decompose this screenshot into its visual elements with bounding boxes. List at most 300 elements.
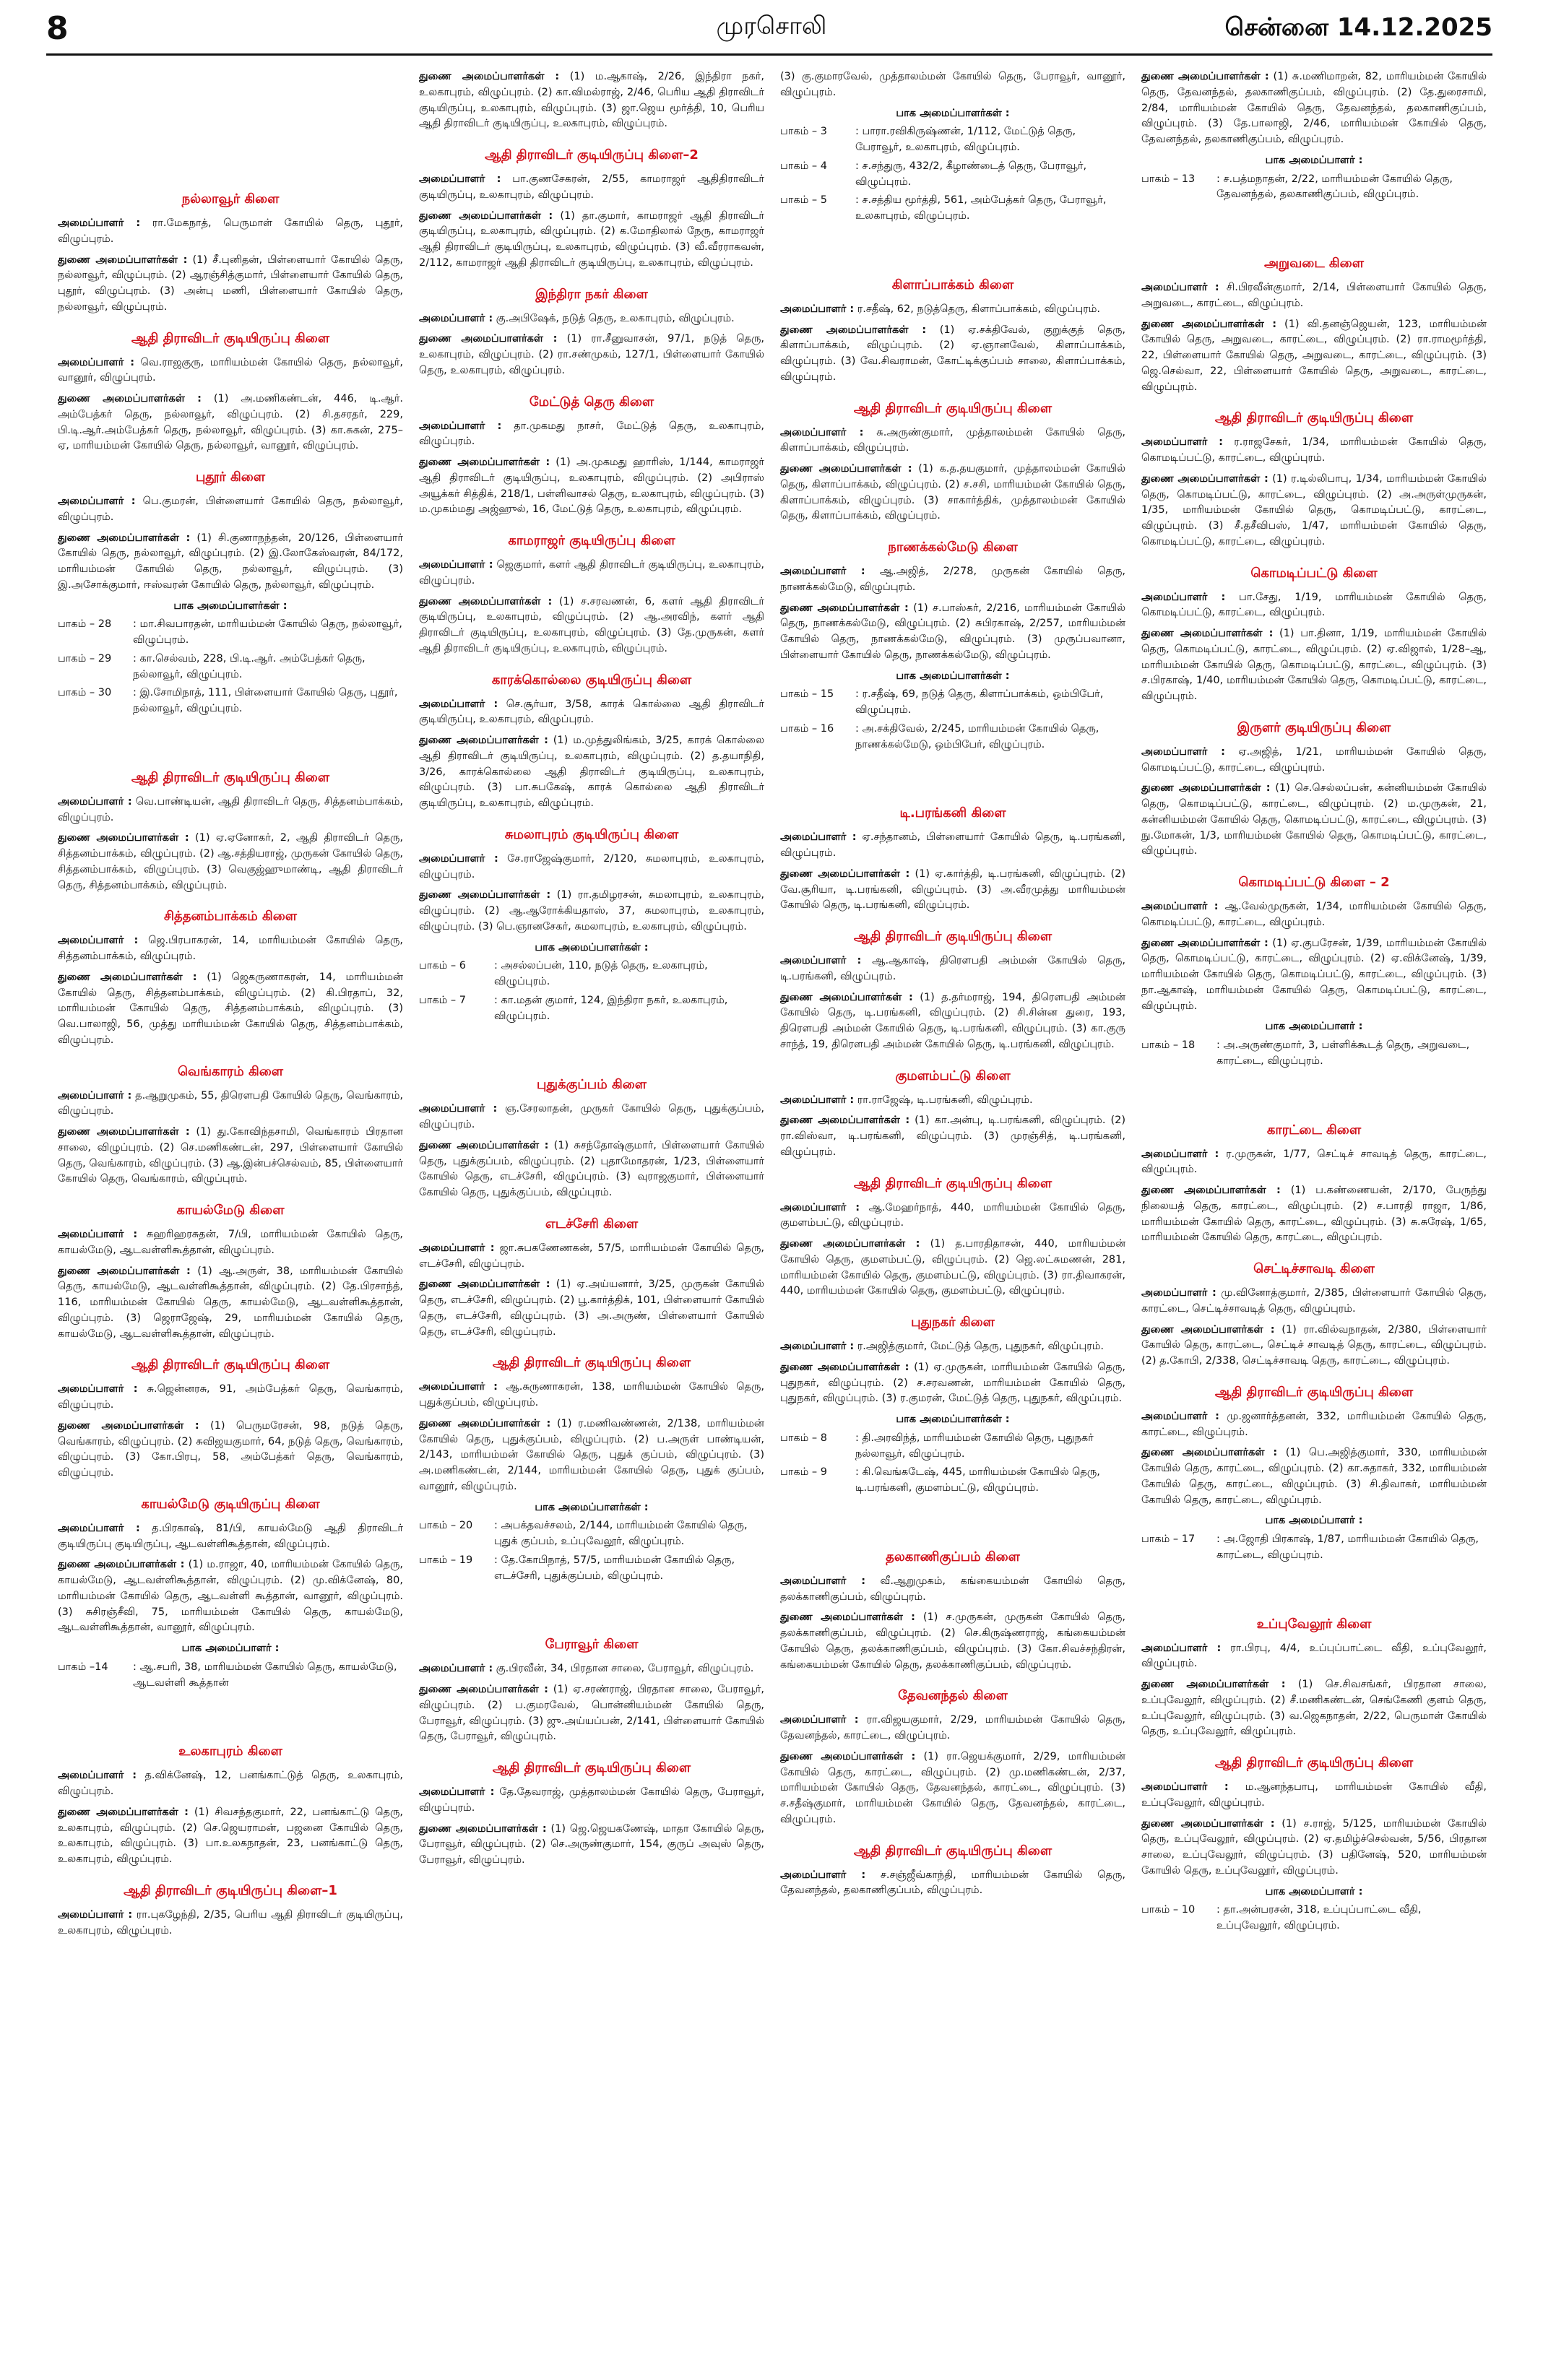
entry-text: கு.அபிஷேக், நடுத் தெரு, உலகாபுரம், விழுப்புரம். (496, 312, 735, 324)
office-bearer-entry (1141, 590, 1487, 622)
entry-text: (1) ம.ஆகாஷ், 2/26, இந்திரா நகர், உலகாபுரம், விழுப்புரம். (2) கா.விமல்ராஜ், 2/46, பெரிய ஆதி திராவிடர் குடியிருப்பு, உலகாபுரம், விழுப்புரம். (3) ஜா.ஜெய மூர்த்தி, 10, பெரிய ஆதி திராவிடர் குடியிருப்பு, உலகாபுரம், விழுப்புரம். (419, 71, 764, 130)
role-label: அமைப்பாளர் : (780, 1869, 866, 1881)
branch-heading: ஆதி திராவிடர் குடியிருப்பு கிளை (492, 1355, 691, 1371)
entry-text: தா.முகமது நாசர், மேட்டுத் தெரு, உலகாபுரம், விழுப்புரம். (419, 420, 764, 448)
booth-entry (419, 1518, 764, 1550)
office-bearer-entry (58, 1521, 403, 1553)
entry-text: சி.பிரவீன்குமார், 2/14, பிள்ளையார் கோயில் தெரு, அறுவடை, காரட்டை, விழுப்புரம். (1141, 282, 1487, 309)
branch-heading: பேராவூர் கிளை (545, 1637, 639, 1653)
entry-text: (1) கா.அன்பு, டி.பரங்கனி, விழுப்புரம். (2) ரா.விஸ்வா, டி.பரங்கனி, விழுப்புரம். (3) முரஞ்சித், டி.பரங்கனி, விழுப்புரம். (780, 1115, 1125, 1158)
branch-heading: இந்திரா நகர் கிளை (535, 286, 648, 302)
branch-heading: புதூர் கிளை (195, 469, 266, 485)
branch-heading: ஆதி திராவிடர் குடியிருப்பு கிளை (853, 1175, 1053, 1191)
office-bearer-entry (58, 1768, 403, 1800)
section-subheading: பாக அமைப்பாளர் : (1265, 154, 1363, 166)
role-label: துணை அமைப்பாளர்கள் : (419, 735, 548, 746)
role-label: துணை அமைப்பாளர்கள் : (1141, 71, 1269, 82)
branch-heading: எடச்சேரி கிளை (545, 1216, 639, 1232)
office-bearer-entry (58, 1908, 403, 1939)
office-bearer-entry (780, 1610, 1125, 1673)
office-bearer-entry (1141, 936, 1487, 1015)
office-bearer-entry (419, 1138, 764, 1201)
role-label: அமைப்பாளர் : (780, 1201, 860, 1213)
office-bearer-entry (1141, 1409, 1487, 1441)
section-subheading: பாக அமைப்பாளர் : (1265, 1885, 1363, 1897)
role-label: அமைப்பாளர் : (58, 217, 141, 229)
role-label: துணை அமைப்பாளர்கள் : (419, 1139, 549, 1151)
entry-text: ஆ.அஜித், 2/278, முருகன் கோயில் தெரு, நாணக்கல்மேடு, விழுப்புரம். (780, 566, 1125, 593)
office-bearer-entry (780, 601, 1125, 664)
section-subheading: பாக அமைப்பாளர்கள் : (896, 670, 1010, 682)
booth-details: : தா.அன்பரசன், 318, உப்புப்பாட்டை வீதி, உப்புவேலூர், விழுப்புரம். (1216, 1904, 1422, 1931)
branch-heading: உலகாபுரம் கிளை (178, 1744, 282, 1760)
role-label: அமைப்பாளர் : (58, 1229, 138, 1240)
role-label: அமைப்பாளர் : (780, 303, 855, 315)
entry-text: (1) ர.டில்லிபாபு, 1/34, மாரியம்மன் கோயில் தெரு, கொமடிப்பட்டு, காரட்டை, விழுப்புரம். (2) அ.அருள்முருகன், 1/35, மாரியம்மன் கோயில் தெரு, கொமடிப்பட்டு, காரட்டை, விழுப்புரம். (3) சீ.தசீவிபஸ், 1/47, மாரியம்மன் கோயில் தெரு, கொமடிப்பட்டு, காரட்டை, விழுப்புரம். (1141, 472, 1487, 548)
booth-details: : கா.மதன் குமார், 124, இந்திரா நகர், உலகாபுரம், விழுப்புரம். (494, 994, 728, 1022)
booth-details: : பாரா.ரவிகிருஷ்ணன், 1/112, மேட்டுத் தெரு, பேராவூர், உலகாபுரம், விழுப்புரம். (855, 126, 1076, 153)
entry-text: (1) ச.பாஸ்கர், 2/216, மாரியம்மன் கோயில் தெரு, நாணக்கல்மேடு, விழுப்புரம். (2) சுபிரகாஷ், 2/257, மாரியம்மன் கோயில் தெரு, நாணக்கல்மேடு, விழுப்புரம். (3) முருப்பவானா, பிள்ளையார் கோயில் தெரு, நாணக்கல்மேடு, விழுப்புரம். (780, 602, 1125, 661)
entry-text: த.பிரகாஷ், 81/பி, காயல்மேடு ஆதி திராவிடர் குடியிருப்பு குடியிருப்பு, ஆடவள்ளிகூத்தான், விழுப்புரம். (58, 1522, 403, 1550)
branch-heading: ஆதி திராவிடர் குடியிருப்பு கிளை (1214, 410, 1414, 426)
entry-text: (1) ரா.தமிழரசன், சுமலாபுரம், உலகாபுரம், விழுப்புரம். (2) ஆ.ஆரோக்கியதாஸ், 37, சுமலாபுரம், உலகாபுரம், விழுப்புரம். (3) பெ.ஞானசேகர், சுமலாபுரம், உலகாபுரம், விழுப்புரம். (419, 889, 764, 932)
booth-number: பாகம் – 10 (1141, 1904, 1196, 1916)
branch-heading: ஆதி திராவிடர் குடியிருப்பு கிளை (1214, 1755, 1414, 1770)
office-bearer-entry (58, 1089, 403, 1120)
entry-text: ர.சதீஷ், 62, நடுத்தெரு, கிளாப்பாக்கம், விழுப்புரம். (857, 303, 1101, 315)
role-label: அமைப்பாளர் : (58, 356, 135, 368)
booth-details: : தி.அரவிந்த், மாரியம்மன் கோயில் தெரு, புதுநகர் நல்லாவூர், விழுப்புரம். (855, 1432, 1094, 1460)
branch-heading: புதுநகர் கிளை (911, 1315, 995, 1330)
entry-text: (1) ஜெகருணாகரன், 14, மாரியம்மன் கோயில் தெரு, சித்தனம்பாக்கம், விழுப்புரம். (2) கி.பிரதாப், 32, மாரியம்மன் கோயில் தெரு, சித்தனம்பாக்கம், விழுப்புரம். (3) வெ.பாலாஜி, 56, முத்து மாரியம்மன் கோயில் தெரு, சித்தனம்பாக்கம், விழுப்புரம். (58, 971, 403, 1046)
office-bearer-entry (780, 323, 1125, 386)
branch-heading: குமளம்பட்டு கிளை (895, 1068, 1011, 1083)
role-label: துணை அமைப்பாளர்கள் : (419, 595, 553, 607)
role-label: அமைப்பாளர் : (419, 698, 498, 710)
role-label: துணை அமைப்பாளர்கள் : (780, 991, 913, 1003)
branch-heading: தேவனந்தல் கிளை (898, 1688, 1008, 1704)
role-label: அமைப்பாளர் : (780, 1714, 859, 1726)
section-subheading: பாக அமைப்பாளர் : (1265, 1021, 1363, 1033)
branch-heading: சுமலாபுரம் குடியிருப்பு கிளை (504, 826, 679, 842)
role-label: அமைப்பாளர் : (1141, 1287, 1216, 1299)
role-label: அமைப்பாளர் : (419, 1242, 495, 1254)
branch-heading: காரக்கொல்லை குடியிருப்பு கிளை (491, 672, 692, 688)
booth-details: : ச.பத்மநாதன், 2/22, மாரியம்மன் கோயில் தெரு, தேவனந்தல், தலகாணிகுப்பம், விழுப்புரம். (1216, 173, 1453, 201)
role-label: அமைப்பாளர் : (780, 426, 864, 438)
entry-text: (1) சு.மணிமாறன், 82, மாரியம்மன் கோயில் தெரு, தேவனந்தல், தலகாணிகுப்பம், விழுப்புரம். (2) தே.துரைசாமி, 2/84, மாரியம்மன் கோயில் தெரு, தேவனந்தல், தலகாணிகுப்பம், விழுப்புரம். (3) தே.பாலாஜி, 2/46, மாரியம்மன் கோயில் தெரு, தேவனந்தல், தலகாணிகுப்பம், விழுப்புரம். (1141, 71, 1487, 145)
entry-text: வீ.ஆறுமுகம், கங்கையம்மன் கோயில் தெரு, தலக்காணிகுப்பம், விழுப்புரம். (780, 1575, 1125, 1603)
entry-text: பா.சேது, 1/19, மாரியம்மன் கோயில் தெரு, கொமடிப்பட்டு, காரட்டை, விழுப்புரம். (1141, 591, 1487, 619)
entry-text: ஆ.சுருணாகரன், 138, மாரியம்மன் கோயில் தெரு, புதுக்குப்பம், விழுப்புரம். (419, 1381, 764, 1408)
entry-text: (1) சி.குணாநந்தன், 20/126, பிள்ளையார் கோயில் தெரு, நல்லாவூர், விழுப்புரம். (2) இ.லோகேஸ்வரன், 84/172, மாரியம்மன் கோயில் தெரு, நல்லாவூர், விழுப்புரம். (3) இ.அசோக்குமார், ஈஸ்வரன் கோயில் தெரு, நல்லாவூர், விழுப்புரம். (58, 532, 403, 591)
role-label: துணை அமைப்பாளர்கள் : (58, 1559, 185, 1571)
office-bearer-entry (419, 594, 764, 657)
entry-text: (1) தா.குமார், காமராஜர் ஆதி திராவிடர் குடியிருப்பு, உலகாபுரம், விழுப்புரம். (2) க.மோதிலால் நேரு, காமராஜர் ஆதி திராவிடர் குடியிருப்பு, உலகாபுரம், விழுப்புரம். (3) வீ.வீரராகவன், 2/112, காமராஜர் ஆதி திராவிடர் குடியிருப்பு, உலகாபுரம், விழுப்புரம். (419, 209, 764, 269)
entry-text: சுஹரிஹரசுதன், 7/பி, மாரியம்மன் கோயில் தெரு, காயல்மேடு, ஆடவள்ளிகூத்தான், விழுப்புரம். (58, 1229, 403, 1256)
section-subheading: பாக அமைப்பாளர் : (1265, 1515, 1363, 1527)
branch-heading: ஆதி திராவிடர் குடியிருப்பு கிளை (1214, 1384, 1414, 1400)
branch-heading: அறுவடை கிளை (1264, 256, 1364, 271)
booth-details: : மா.சிவபாரதன், மாரியம்மன் கோயில் தெரு, நல்லாவூர், விழுப்புரம். (133, 618, 402, 646)
dateline: சென்னை 14.12.2025 (1224, 13, 1492, 42)
entry-text: (1) அ.மணிகண்டன், 446, டி.ஆர். அம்பேத்கர் தெரு, நல்லாவூர், விழுப்புரம். (2) சி.தசரதர், 229, பி.டி.ஆர்.அம்பேத்கர் தெரு, நல்லாவூர், விழுப்புரம். (3) கா.சுகன், 275–ஏ, மாரியம்மன் கோயில் தெரு, நல்லாவூர், வானூர், விழுப்புரம். (58, 393, 403, 452)
entry-text: (1) வி.தனஞ்ஜெயன், 123, மாரியம்மன் கோயில் தெரு, அறுவடை, காரட்டை, விழுப்புரம். (2) ரா.ராமமூர்த்தி, 22, பிள்ளையார் கோயில் தெரு, அறுவடை, காரட்டை, விழுப்புரம். (3) ஜெ.செல்வா, 22, பிள்ளையார் கோயில் தெரு, அறுவடை, காரட்டை, விழுப்புரம். (1141, 318, 1487, 393)
office-bearer-entry (780, 1574, 1125, 1606)
entry-text: (1) ஏ.சரண்ராஜ், பிரதான சாலை, பேராவூர், விழுப்புரம். (2) ப.குமரவேல், பொன்னியம்மன் கோயில் தெரு, பேராவூர், விழுப்புரம். (3) ஜு.அய்யப்பன், 2/141, பிள்ளையார் கோயில் தெரு, பேராவூர், விழுப்புரம். (419, 1684, 764, 1743)
office-bearer-entry (780, 1339, 1125, 1355)
entry-text: ரா.மேகநாத், பெருமாள் கோயில் தெரு, புதூர், விழுப்புரம். (58, 217, 403, 245)
role-label: அமைப்பாளர் : (58, 1770, 137, 1782)
role-label: அமைப்பாளர் : (1141, 282, 1219, 293)
office-bearer-entry (58, 1557, 403, 1636)
entry-text: (1) சிவசந்தகுமார், 22, பனங்காட்டு தெரு, உலகாபுரம், விழுப்புரம். (2) செ.ஜெயராமன், பஜனை கோயில் தெரு, உலகாபுரம், விழுப்புரம். (3) பா.உலகநாதன், 23, பனங்காட்டு தெரு, உலகாபுரம், விழுப்புரம். (58, 1806, 403, 1865)
role-label: துணை அமைப்பாளர்கள் : (419, 889, 551, 901)
branch-heading: காயல்மேடு குடியிருப்பு கிளை (141, 1496, 320, 1512)
branch-heading: கிளாப்பாக்கம் கிளை (891, 277, 1014, 293)
office-bearer-entry (58, 1805, 403, 1868)
entry-text: (1) ஏ.கார்த்தி, டி.பரங்கனி, விழுப்புரம். (2) வே.சூரியா, டி.பரங்கனி, விழுப்புரம். (3) அ.வீரமுத்து மாரியம்மன் கோயில் தெரு, டி.பரங்கனி, விழுப்புரம். (780, 867, 1125, 912)
booth-number: பாகம் – 6 (419, 960, 467, 972)
entry-text: வெ.பாண்டியன், ஆதி திராவிடர் தெரு, சித்தனம்பாக்கம், விழுப்புரம். (58, 795, 403, 823)
entry-text: (1) ரா.வில்வநாதன், 2/380, பிள்ளையார் கோயில் தெரு, காரட்டை, செட்டிச் சாவடித் தெரு, காரட்டை, விழுப்புரம். (2) த.கோபி, 2/338, செட்டிச்சாவடி தெரு, காரட்டை, விழுப்புரம். (1141, 1323, 1487, 1367)
booth-number: பாகம் – 4 (780, 160, 828, 172)
office-bearer-entry (58, 1264, 403, 1343)
role-label: அமைப்பாளர் : (1141, 1410, 1219, 1422)
booth-number: பாகம் – 20 (419, 1520, 473, 1532)
branch-heading: உப்புவேலூர் கிளை (1256, 1616, 1372, 1632)
entry-text: (1) ப.கண்ணையன், 2/170, பேருந்து நிலையத் தெரு, காரட்டை, விழுப்புரம். (2) ச.பாரதி ராஜா, 1/86, மாரியம்மன் கோயில் தெரு, காரட்டை, விழுப்புரம். (3) சு.சுரேஷ், 1/65, மாரியம்மன் கோயில் தெரு, காரட்டை, விழுப்புரம். (1141, 1185, 1487, 1244)
booth-number: பாகம் – 28 (58, 618, 112, 631)
entry-text: ர.முருகன், 1/77, செட்டிச் சாவடித் தெரு, காரட்டை, விழுப்புரம். (1141, 1148, 1487, 1176)
branch-heading: ஆதி திராவிடர் குடியிருப்பு கிளை (131, 1357, 330, 1373)
entry-text: (1) ரா.சீனுவாசன், 97/1, நடுத் தெரு, உலகாபுரம், விழுப்புரம். (2) ரா.சண்முகம், 127/1, பிள்ளையார் கோயில் தெரு, உலகாபுரம், விழுப்புரம். (419, 333, 764, 376)
newspaper-title: முரசொலி (716, 12, 827, 40)
role-label: அமைப்பாளர் : (58, 795, 132, 808)
booth-entry (1141, 1532, 1487, 1564)
entry-text: ரா.விஜயகுமார், 2/29, மாரியம்மன் கோயில் தெரு, தேவனந்தல், காரட்டை, விழுப்புரம். (780, 1714, 1125, 1741)
entry-text: (1) ச.ராஜ், 5/125, மாரியம்மன் கோயில் தெரு, உப்புவேலூர், விழுப்புரம். (2) ஏ.தமிழ்ச்செல்வன், 5/56, பிரதான சாலை, உப்புவேலூர், விழுப்புரம். (3) பதினேஷ், 520, மாரியம்மன் கோயில் தெரு, உப்புவேலூர், விழுப்புரம். (1141, 1817, 1487, 1877)
branch-heading: டி.பரங்கனி கிளை (899, 805, 1006, 821)
office-bearer-entry (1141, 1445, 1487, 1508)
booth-entry (780, 687, 1125, 719)
office-bearer-entry (780, 564, 1125, 596)
role-label: துணை அமைப்பாளர்கள் : (1141, 318, 1277, 330)
entry-text: (1) ஏ.சக்திவேல், குறுக்குத் தெரு, கிளாப்பாக்கம், விழுப்புரம். (2) ஏ.ஞானவேல், கிளாப்பாக்கம், விழுப்புரம். (3) வே.சிவராமன், கோட்டிக்குப்பம் சாலை, கிளாப்பாக்கம், விழுப்புரம். (780, 324, 1125, 383)
office-bearer-entry (1141, 626, 1487, 705)
entry-text: (1) ரா.ஜெயக்குமார், 2/29, மாரியம்மன் கோயில் தெரு, காரட்டை, விழுப்புரம். (2) மு.மணிகண்டன், 2/37, மாரியம்மன் கோயில் தெரு, தேவனந்தல், காரட்டை, விழுப்புரம். (3) ச.சதீஷ்குமார், மாரியம்மன் கோயில் தெரு, தேவனந்தல், காரட்டை, விழுப்புரம். (780, 1750, 1125, 1825)
booth-details: : ச.சந்துரு, 432/2, கீழாண்டைத் தெரு, பேராவூர், விழுப்புரம். (855, 160, 1087, 188)
office-bearer-entry (58, 253, 403, 316)
office-bearer-entry (419, 311, 764, 327)
booth-number: பாகம் – 29 (58, 652, 112, 665)
office-bearer-entry (780, 1713, 1125, 1744)
entry-text: ஜா.சுபகணேணகன், 57/5, மாரியம்மன் கோயில் தெரு, எடச்சேரி, விழுப்புரம். (419, 1242, 764, 1270)
branch-heading: காமராஜர் குடியிருப்பு கிளை (508, 533, 675, 548)
role-label: அமைப்பாளர் : (1141, 1781, 1229, 1793)
office-bearer-entry (58, 1125, 403, 1187)
entry-text: (1) சீ.புனிதன், பிள்ளையார் கோயில் தெரு, நல்லாவூர், விழுப்புரம். (2) ஆரஞ்சித்குமார், பிள்ளையார் கோயில் தெரு, புதூர், விழுப்புரம். (3) அன்பு மணி, பிள்ளையார் கோயில் தெரு, நல்லாவூர், விழுப்புரம். (58, 254, 403, 313)
office-bearer-entry (780, 1360, 1125, 1407)
role-label: துணை அமைப்பாளர்கள் : (780, 1361, 909, 1373)
branch-heading: செட்டிச்சாவடி கிளை (1253, 1261, 1375, 1276)
booth-number: பாகம் – 16 (780, 722, 834, 735)
entry-text: ரா.ராஜேஷ், டி.பரங்கனி, விழுப்புரம். (857, 1094, 1033, 1106)
booth-number: பாகம் – 18 (1141, 1039, 1196, 1051)
booth-details: : அபக்தவச்சலம், 2/144, மாரியம்மன் கோயில் தெரு, புதுக் குப்பம், உப்புவேலூர், விழுப்புரம். (494, 1520, 748, 1547)
office-bearer-entry (780, 1749, 1125, 1828)
branch-heading: கொமடிப்பட்டு கிளை (1250, 565, 1378, 581)
office-bearer-entry (419, 733, 764, 812)
role-label: அமைப்பாளர் : (419, 420, 502, 432)
office-bearer-entry (419, 1822, 764, 1869)
role-label: அமைப்பாளர் : (780, 1341, 855, 1352)
branch-heading: ஆதி திராவிடர் குடியிருப்பு கிளை (131, 330, 330, 346)
role-label: துணை அமைப்பாளர்கள் : (780, 1611, 915, 1624)
role-label: அமைப்பாளர் : (1141, 901, 1219, 912)
section-subheading: பாக அமைப்பாளர்கள் : (535, 1501, 649, 1513)
entry-text: சு.அருண்குமார், முத்தாலம்மன் கோயில் தெரு, கிளாப்பாக்கம், விழுப்புரம். (780, 426, 1125, 454)
role-label: துணை அமைப்பாளர்கள் : (419, 333, 558, 345)
role-label: துணை அமைப்பாளர்கள் : (1141, 1447, 1278, 1459)
entry-text: (1) த.தர்மராஜ், 194, திரௌபதி அம்மன் கோயில் தெரு, டி.பரங்கனி, விழுப்புரம். (2) சி.சின்ன துரை, 193, திரௌபதி அம்மன் கோயில் தெரு, டி.பரங்கனி, விழுப்புரம். (3) கா.குரு சாந்த், 19, திரௌபதி அம்மன் கோயில் தெரு, டி.பரங்கனி, விழுப்புரம். (780, 991, 1125, 1050)
office-bearer-entry (1141, 899, 1487, 931)
role-label: அமைப்பாளர் : (419, 559, 493, 571)
role-label: துணை அமைப்பாளர்கள் : (1141, 1323, 1275, 1336)
booth-entry (1141, 1903, 1487, 1934)
role-label: அமைப்பாளர் : (58, 1908, 133, 1921)
branch-heading: ஆதி திராவிடர் குடியிருப்பு கிளை–2 (485, 147, 699, 163)
page-number: 8 (46, 10, 69, 47)
role-label: துணை அமைப்பாளர்கள் : (780, 602, 909, 614)
booth-number: பாகம் – 13 (1141, 173, 1196, 185)
role-label: துணை அமைப்பாளர்கள் : (58, 1806, 189, 1818)
office-bearer-entry (1141, 1780, 1487, 1812)
booth-details: : அ.அருண்குமார், 3, பள்ளிக்கூடத் தெரு, அறுவடை, காரட்டை, விழுப்புரம். (1216, 1039, 1470, 1067)
section-subheading: பாக அமைப்பாளர்கள் : (896, 1414, 1010, 1425)
entry-text: ர.அஜித்குமார், மேட்டுத் தெரு, புதுநகர், விழுப்புரம். (857, 1341, 1104, 1352)
entry-text: பெ.குமரன், பிள்ளையார் கோயில் தெரு, நல்லாவூர், விழுப்புரம். (58, 496, 403, 523)
role-label: அமைப்பாளர் : (1141, 436, 1223, 449)
office-bearer-entry (1141, 781, 1487, 860)
office-bearer-entry (419, 558, 764, 589)
office-bearer-entry (58, 531, 403, 594)
booth-details: : ர.சதீஷ், 69, நடுத் தெரு, கிளாப்பாக்கம், ஒம்பிபேர், விழுப்புரம். (855, 688, 1104, 716)
branch-heading: நல்லாவூர் கிளை (181, 191, 280, 207)
entry-text: ரா.பிரபு, 4/4, உப்புப்பாட்டை வீதி, உப்புவேலூர், விழுப்புரம். (1141, 1642, 1487, 1670)
booth-entry (780, 159, 1125, 191)
role-label: துணை அமைப்பாளர்கள் : (58, 832, 189, 844)
entry-text: (1) ர.மணிவண்ணன், 2/138, மாரியம்மன் கோயில் தெரு, புதுக்குப்பம், விழுப்புரம். (2) ப.அருள் பாண்டியன், 2/143, மாரியம்மன் கோயில் தெரு, புதுக் குப்பம், விழுப்புரம். (3) அ.மணிகண்டன், 2/144, மாரியம்மன் கோயில் தெரு, புதுக் குப்பம், வானூர், விழுப்புரம். (419, 1417, 764, 1492)
role-label: அமைப்பாளர் : (419, 1663, 493, 1675)
office-bearer-entry (419, 888, 764, 935)
entry-text: ஏ.சந்தானம், பிள்ளையார் கோயில் தெரு, டி.பரங்கனி, விழுப்புரம். (780, 831, 1125, 859)
office-bearer-entry (1141, 1323, 1487, 1369)
office-bearer-entry (419, 455, 764, 518)
office-bearer-entry (419, 172, 764, 204)
office-bearer-entry (780, 1868, 1125, 1900)
office-bearer-entry (419, 1682, 764, 1745)
office-bearer-entry (780, 990, 1125, 1053)
entry-text: (1) ம.ராஜா, 40, மாரியம்மன் கோயில் தெரு, காயல்மேடு, ஆடவள்ளிகூத்தான், விழுப்புரம். (2) மு.விக்னேஷ், 80, மாரியம்மன் கோயில் தெரு, ஆடவள்ளி கூத்தான், வானூர், விழுப்புரம். (3) சுசிரஞ்சீவி, 75, மாரியம்மன் கோயில் தெரு, காயல்மேடு, ஆடவள்ளிகூத்தான், வானூர், விழுப்புரம். (58, 1559, 403, 1634)
office-bearer-entry (780, 462, 1125, 524)
booth-entry (58, 617, 403, 649)
booth-number: பாகம் – 3 (780, 126, 828, 138)
office-bearer-entry (780, 867, 1125, 914)
office-bearer-entry (419, 1785, 764, 1817)
office-bearer-entry (1141, 745, 1487, 776)
office-bearer-entry (58, 1227, 403, 1259)
entry-text: (1) அ.முகமது ஹாரிஸ், 1/144, காமராஜர் ஆதி திராவிடர் குடியிருப்பு, உலகாபுரம், விழுப்புரம். (2) அபிராஸ் அயூக்கர் சித்திக், 218/1, பள்ளிவாசல் தெரு, உலகாபுரம், விழுப்புரம். (3) ம.முகம்மது அஜ்ஹுல், 16, மேட்டுத் தெரு, உலகாபுரம், விழுப்புரம். (419, 456, 764, 516)
role-label: துணை அமைப்பாளர்கள் : (58, 971, 197, 983)
office-bearer-entry (780, 1093, 1125, 1109)
branch-heading: தலகாணிகுப்பம் கிளை (886, 1549, 1020, 1565)
role-label: துணை அமைப்பாளர்கள் : (58, 254, 188, 266)
entry-text: (1) ஆ.அருள், 38, மாரியம்மன் கோயில் தெரு, காயல்மேடு, ஆடவள்ளிகூத்தான், விழுப்புரம். (2) தே.பிரசாந்த், 116, மாரியம்மன் கோயில் தெரு, காயல்மேடு, ஆடவள்ளிகூத்தான், விழுப்புரம். (3) ஜெராஜேஷ், 29, மாரியம்மன் கோயில் தெரு, காயல்மேடு, ஆடவள்ளிகூத்தான், விழுப்புரம். (58, 1265, 403, 1340)
role-label: துணை அமைப்பாளர்கள் : (419, 1684, 548, 1695)
role-label: துணை அமைப்பாளர்கள் : (780, 1115, 910, 1127)
booth-entry (780, 722, 1125, 753)
entry-text: (1) து.கோவிந்தசாமி, வெங்காரம் பிரதான சாலை, விழுப்புரம். (2) செ.மணிகண்டன், 297, பிள்ளையார் கோயில் தெரு, வெங்காரம், விழுப்புரம். (3) ஆ.இன்பச்செல்வம், 85, பிள்ளையார் கோயில் தெரு, வெங்காரம், விழுப்புரம். (58, 1126, 403, 1185)
office-bearer-entry (1141, 1817, 1487, 1879)
branch-heading: மேட்டுத் தெரு கிளை (529, 394, 654, 410)
role-label: துணை அமைப்பாளர்கள் : (780, 463, 912, 475)
branch-heading: ஆதி திராவிடர் குடியிருப்பு கிளை (131, 769, 330, 785)
booth-entry (780, 124, 1125, 156)
branch-heading: கொமடிப்பட்டு கிளை – 2 (1238, 875, 1390, 890)
office-bearer-entry (58, 795, 403, 826)
booth-details: : ச.சத்திய மூர்த்தி, 561, அம்பேத்கர் தெரு, பேராவூர், உலகாபுரம், விழுப்புரம். (855, 194, 1107, 222)
entry-text: தே.தேவராஜ், முத்தாலம்மன் கோயில் தெரு, பேராவூர், விழுப்புரம். (419, 1786, 764, 1814)
booth-number: பாகம் – 17 (1141, 1533, 1196, 1545)
entry-text: ஆ.மேஹர்நாத், 440, மாரியம்மன் கோயில் தெரு, குமளம்பட்டு, விழுப்புரம். (780, 1201, 1125, 1229)
branch-heading: ஆதி திராவிடர் குடியிருப்பு கிளை (853, 400, 1053, 416)
booth-entry (419, 993, 764, 1025)
entry-text: (1) ஏ.ஏனோகர், 2, ஆதி திராவிடர் தெரு, சித்தனம்பாக்கம், விழுப்புரம். (2) ஆ.சத்தியராஜ், முருகன் கோயில் தெரு, சித்தனம்பாக்கம், விழுப்புரம். (3) வெகுஜ்ஹுமாண்டி, ஆதி திராவிடர் தெரு, சித்தனம்பாக்கம், விழுப்புரம். (58, 832, 403, 891)
office-bearer-entry (419, 69, 764, 132)
role-label: அமைப்பாளர் : (419, 852, 498, 865)
role-label: துணை அமைப்பாளர்கள் : (58, 1419, 199, 1432)
entry-text: வெ.ராஜகுரு, மாரியம்மன் கோயில் தெரு, நல்லாவூர், வானூர், விழுப்புரம். (58, 356, 403, 384)
entry-text: ஏ.அஜித், 1/21, மாரியம்மன் கோயில் தெரு, கொமடிப்பட்டு, காரட்டை, விழுப்புரம். (1141, 745, 1487, 774)
role-label: துணை அமைப்பாளர்கள் : (419, 1417, 551, 1429)
entry-text: ச.சஞ்ஜீவ்காந்தி, மாரியம்மன் கோயில் தெரு, தேவனந்தல், தலகாணிகுப்பம், விழுப்புரம். (780, 1869, 1125, 1897)
role-label: அமைப்பாளர் : (1141, 745, 1225, 758)
booth-entry (58, 685, 403, 717)
booth-number: பாகம் –14 (58, 1661, 108, 1673)
booth-entry (58, 652, 403, 683)
role-label: அமைப்பாளர் : (780, 955, 862, 966)
role-label: அமைப்பாளர் : (780, 566, 865, 577)
booth-entry (419, 1553, 764, 1585)
office-bearer-entry (58, 1419, 403, 1481)
section-subheading: பாக அமைப்பாளர் : (181, 1643, 280, 1654)
entry-text: சே.ராஜேஷ்குமார், 2/120, சுமலாபுரம், உலகாபுரம், விழுப்புரம். (419, 852, 764, 880)
entry-text: (3) கு.குமாரவேல், முத்தாலம்மன் கோயில் தெரு, பேராவூர், வானூர், விழுப்புரம். (780, 71, 1125, 98)
booth-entry (780, 193, 1125, 225)
office-bearer-entry (1141, 1183, 1487, 1246)
role-label: அமைப்பாளர் : (58, 935, 139, 947)
role-label: துணை அமைப்பாளர்கள் : (1141, 1185, 1281, 1196)
entry-text: (1) ம.முத்துலிங்கம், 3/25, காரக் கொல்லை ஆதி திராவிடர் குடியிருப்பு, உலகாபுரம், விழுப்புரம். (2) த.தயாநிதி, 3/26, காரக்கொல்லை ஆதி திராவிடர் குடியிருப்பு, உலகாபுரம், விழுப்புரம். (3) பா.சுபகேஷ், காரக் கொல்லை ஆதி திராவிடர் குடியிருப்பு, உலகாபுரம், விழுப்புரம். (419, 735, 764, 809)
booth-entry (780, 1431, 1125, 1463)
booth-entry (780, 1465, 1125, 1497)
office-bearer-entry (58, 970, 403, 1049)
office-bearer-entry (1141, 1147, 1487, 1179)
entry-text: ரா.புகழேந்தி, 2/35, பெரிய ஆதி திராவிடர் குடியிருப்பு, உலகாபுரம், விழுப்புரம். (58, 1908, 403, 1937)
office-bearer-entry (1141, 472, 1487, 550)
top-spacer (58, 69, 403, 176)
masthead-rule (46, 53, 1492, 56)
booth-number: பாகம் – 7 (419, 994, 467, 1006)
booth-details: : ஆ.சபரி, 38, மாரியம்மன் கோயில் தெரு, காயல்மேடு, ஆடவள்ளி கூத்தான் (133, 1661, 397, 1689)
booth-number: பாகம் – 19 (419, 1554, 473, 1566)
branch-heading: காயல்மேடு கிளை (176, 1203, 285, 1218)
booth-number: பாகம் – 5 (780, 194, 828, 207)
role-label: துணை அமைப்பாளர்கள் : (58, 1126, 190, 1138)
booth-details: : அசல்லப்பன், 110, நடுத் தெரு, உலகாபுரம், விழுப்புரம். (494, 960, 708, 987)
booth-number: பாகம் – 15 (780, 688, 834, 701)
column-3 (780, 69, 1125, 2359)
entry-text: கு.பிரவீன், 34, பிரதான சாலை, பேராவூர், விழுப்புரம். (496, 1663, 754, 1675)
office-bearer-entry (58, 391, 403, 454)
entry-text: ஞ.சேரலாதன், முருகர் கோயில் தெரு, புதுக்குப்பம், விழுப்புரம். (419, 1103, 764, 1130)
office-bearer-entry (780, 1237, 1125, 1299)
role-label: அமைப்பாளர் : (58, 1089, 132, 1102)
role-label: அமைப்பாளர் : (1141, 1148, 1219, 1160)
office-bearer-entry (58, 1382, 403, 1414)
office-bearer-entry (780, 830, 1125, 862)
entry-text: (1) ஜெ.ஜெயகணேஷ், மாதா கோயில் தெரு, பேராவூர், விழுப்புரம். (2) செ.அருண்குமார், 154, குருப் அவுஸ் தெரு, பேராவூர், விழுப்புரம். (419, 1822, 764, 1866)
office-bearer-entry (419, 1416, 764, 1495)
office-bearer-entry (780, 302, 1125, 318)
role-label: அமைப்பாளர் : (419, 1103, 498, 1115)
booth-details: : இ.சோமிநாத், 111, பிள்ளையார் கோயில் தெரு, புதூர், நல்லாவூர், விழுப்புரம். (133, 687, 398, 714)
column-4 (1141, 69, 1487, 2359)
entry-text: சு.ஜென்னரசு, 91, அம்பேத்கர் தெரு, வெங்காரம், விழுப்புரம். (58, 1383, 403, 1411)
booth-entry (58, 1660, 403, 1692)
branch-heading: புதுக்குப்பம் கிளை (537, 1077, 647, 1093)
role-label: அமைப்பாளர் : (419, 1786, 495, 1798)
office-bearer-entry (419, 1241, 764, 1273)
role-label: துணை அமைப்பாளர்கள் : (419, 456, 550, 468)
branch-heading: ஆதி திராவிடர் குடியிருப்பு கிளை (853, 1843, 1053, 1858)
entry-text: (1) ஏ.அய்யனார், 3/25, முருகன் கோயில் தெரு, எடச்சேரி, விழுப்புரம். (2) பூ.கார்த்திக், 101, பிள்ளையார் கோயில் தெரு, எடச்சேரி, விழுப்புரம். (3) அ.அருண், பிள்ளையார் கோயில் தெரு, எடச்சேரி, விழுப்புரம். (419, 1278, 764, 1338)
entry-text: த.ஆறுமுகம், 55, திரௌபதி கோயில் தெரு, வெங்காரம், விழுப்புரம். (58, 1089, 403, 1117)
role-label: துணை அமைப்பாளர்கள் : (1141, 782, 1271, 795)
role-label: துணை அமைப்பாளர்கள் : (1141, 937, 1268, 949)
branch-heading: இருளர் குடியிருப்பு கிளை (1237, 719, 1391, 735)
booth-details: : கா.செல்வம், 228, பி.டி.ஆர். அம்பேத்கர் தெரு, நல்லாவூர், விழுப்புரம். (133, 652, 366, 680)
booth-number: பாகம் – 30 (58, 687, 112, 699)
branch-heading: காரட்டை கிளை (1266, 1122, 1362, 1138)
office-bearer-entry (58, 933, 403, 965)
entry-text: ஆ.ஆகாஷ், திரௌபதி அம்மன் கோயில் தெரு, டி.பரங்கனி, விழுப்புரம். (780, 955, 1125, 982)
role-label: அமைப்பாளர் : (58, 496, 136, 507)
office-bearer-entry (1141, 1286, 1487, 1317)
booth-entry (419, 959, 764, 990)
office-bearer-entry (419, 419, 764, 451)
entry-text: (1) ச.சரவணன், 6, களர் ஆதி திராவிடர் குடியிருப்பு, உலகாபுரம், விழுப்புரம். (2) ஆ.அரவிந், களர் ஆதி திராவிடர் குடியிருப்பு, உலகாபுரம், விழுப்புரம். (3) தே.முருகன், களர் ஆதி திராவிடர் குடியிருப்பு, உலகாபுரம், விழுப்புரம். (419, 595, 764, 654)
role-label: துணை அமைப்பாளர்கள் : (780, 867, 910, 880)
branch-heading: ஆதி திராவிடர் குடியிருப்பு கிளை (492, 1760, 691, 1775)
entry-text: மு.வினோத்குமார், 2/385, பிள்ளையார் கோயில் தெரு, காரட்டை, செட்டிச்சாவடித் தெரு, விழுப்புரம். (1141, 1287, 1487, 1315)
office-bearer-entry (419, 332, 764, 378)
office-bearer-entry (58, 831, 403, 893)
entry-text: (1) செ.சிவசங்கர், பிரதான சாலை, உப்புவேலூர், விழுப்புரம். (2) சீ.மணிகண்டன், செங்கேணி குளம் தெரு, உப்புவேலூர், விழுப்புரம். (3) வ.ஜெகநாதன், 2/22, பெருமாள் கோயில் தெரு, உப்புவேலூர், விழுப்புரம். (1141, 1679, 1487, 1738)
entry-text: (1) ஏ.முருகன், மாரியம்மன் கோயில் தெரு, புதுநகர், விழுப்புரம். (2) ச.சரவணன், மாரியம்மன் கோயில் தெரு, புதுநகர், விழுப்புரம். (3) ர.குமரன், மேட்டுத் தெரு, புதுநகர், விழுப்புரம். (780, 1361, 1125, 1405)
entry-text: (1) செ.செல்லப்பன், கன்னியம்மன் கோயில் தெரு, கொமடிப்பட்டு, காரட்டை, விழுப்புரம். (2) ம.முருகன், 21, கன்னியம்மன் கோயில் தெரு, கொமடிப்பட்டு, காரட்டை, விழுப்புரம். (3) நு.மோகன், 1/3, மாரியம்மன் கோயில் தெரு, கொமடிப்பட்டு, காரட்டை, விழுப்புரம். (1141, 782, 1487, 857)
